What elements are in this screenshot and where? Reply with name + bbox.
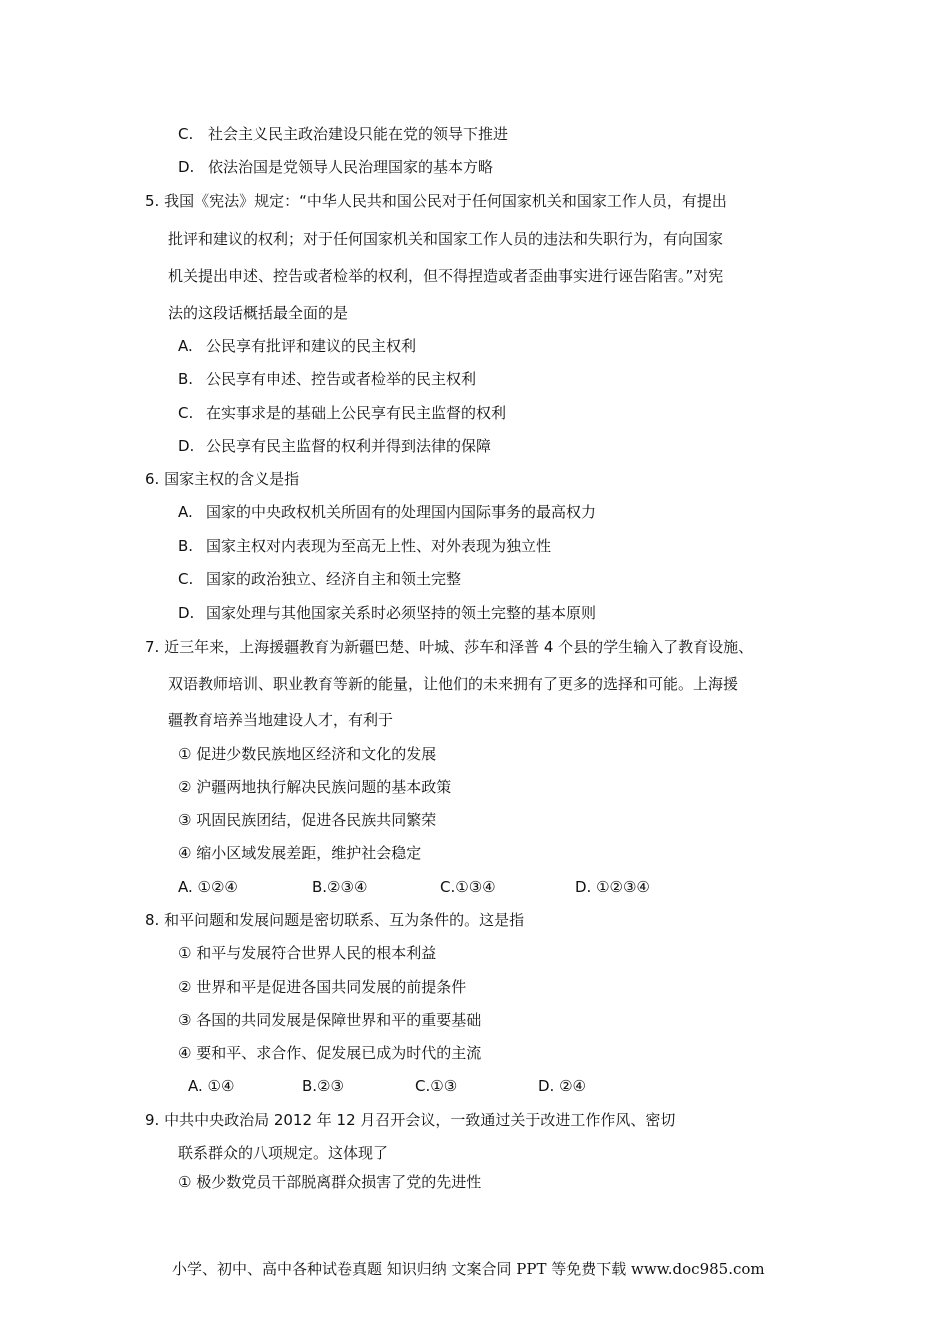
q7-item: ① 促进少数民族地区经济和文化的发展 (178, 745, 437, 763)
q5-option-c-letter: C. (178, 404, 194, 422)
q6-option-b-text: 国家主权对内表现为至高无上性、对外表现为独立性 (206, 537, 552, 555)
q5-option-b-letter: B. (178, 370, 194, 388)
q7-stem-line: 双语教师培训、职业教育等新的能量，让他们的未来拥有了更多的选择和可能。上海援 (168, 675, 739, 693)
q9-item: ① 极少数党员干部脱离群众损害了党的先进性 (178, 1173, 482, 1191)
q6-option-a-letter: A. (178, 503, 193, 521)
q8-item: ④ 要和平、求合作、促发展已成为时代的主流 (178, 1044, 482, 1062)
q5-option-d-text: 公民享有民主监督的权利并得到法律的保障 (206, 437, 492, 455)
q8-item: ② 世界和平是促进各国共同发展的前提条件 (178, 978, 467, 996)
q5-option-a-letter: A. (178, 337, 193, 355)
q5-stem-line: 批评和建议的权利；对于任何国家机关和国家工作人员的违法和失职行为，有向国家 (168, 230, 724, 248)
q8-stem: 8. 和平问题和发展问题是密切联系、互为条件的。这是指 (145, 911, 525, 929)
q5-option-c-text: 在实事求是的基础上公民享有民主监督的权利 (206, 404, 507, 422)
q6-option-d-text: 国家处理与其他国家关系时必须坚持的领土完整的基本原则 (206, 604, 597, 622)
prev-option-c: C. (178, 125, 194, 143)
q6-option-b-letter: B. (178, 537, 194, 555)
q6-option-a-text: 国家的中央政权机关所固有的处理国内国际事务的最高权力 (206, 503, 597, 521)
q9-stem-line: 联系群众的八项规定。这体现了 (178, 1144, 389, 1162)
q6-option-c-text: 国家的政治独立、经济自主和领土完整 (206, 570, 462, 588)
q7-stem-line: 疆教育培养当地建设人才，有利于 (168, 711, 394, 729)
q7-stem-line: 7. 近三年来，上海援疆教育为新疆巴楚、叶城、莎车和泽普 4 个县的学生输入了教育设施、 (145, 638, 754, 656)
q9-stem-line: 9. 中共中央政治局 2012 年 12 月召开会议，一致通过关于改进工作作风、密切 (145, 1111, 676, 1129)
q6-option-d-letter: D. (178, 604, 195, 622)
prev-option-c-text: 社会主义民主政治建设只能在党的领导下推进 (208, 125, 509, 143)
q5-stem-line: 机关提出申述、控告或者检举的权利，但不得捏造或者歪曲事实进行诬告陷害。”对宪 (168, 267, 724, 285)
q7-item: ② 沪疆两地执行解决民族问题的基本政策 (178, 778, 452, 796)
q7-choice-d: D. ①②③④ (575, 878, 650, 896)
q7-choice-c: C.①③④ (440, 878, 496, 896)
q8-item: ① 和平与发展符合世界人民的根本利益 (178, 944, 437, 962)
q7-choice-a: A. ①②④ (178, 878, 238, 896)
q6-option-c-letter: C. (178, 570, 194, 588)
q5-option-d-letter: D. (178, 437, 195, 455)
q8-choice-d: D. ②④ (538, 1077, 586, 1095)
q5-option-a-text: 公民享有批评和建议的民主权利 (206, 337, 417, 355)
prev-option-d-text: 依法治国是党领导人民治理国家的基本方略 (208, 158, 494, 176)
q5-option-b-text: 公民享有申述、控告或者检举的民主权利 (206, 370, 477, 388)
q7-choice-b: B.②③④ (312, 878, 368, 896)
q8-choice-a: A. ①④ (188, 1077, 235, 1095)
q6-stem: 6. 国家主权的含义是指 (145, 470, 300, 488)
q8-item: ③ 各国的共同发展是保障世界和平的重要基础 (178, 1011, 482, 1029)
q8-choice-b: B.②③ (302, 1077, 344, 1095)
q8-choice-c: C.①③ (415, 1077, 458, 1095)
q5-stem-line: 5. 我国《宪法》规定：“中华人民共和国公民对于任何国家机关和国家工作人员，有提出 (145, 192, 727, 210)
page-footer: 小学、初中、高中各种试卷真题 知识归纳 文案合同 PPT 等免费下载 www.doc985.com (172, 1260, 765, 1278)
q5-stem-line: 法的这段话概括最全面的是 (168, 304, 349, 322)
q7-item: ③ 巩固民族团结，促进各民族共同繁荣 (178, 811, 437, 829)
q7-item: ④ 缩小区域发展差距，维护社会稳定 (178, 844, 422, 862)
prev-option-d: D. (178, 158, 195, 176)
